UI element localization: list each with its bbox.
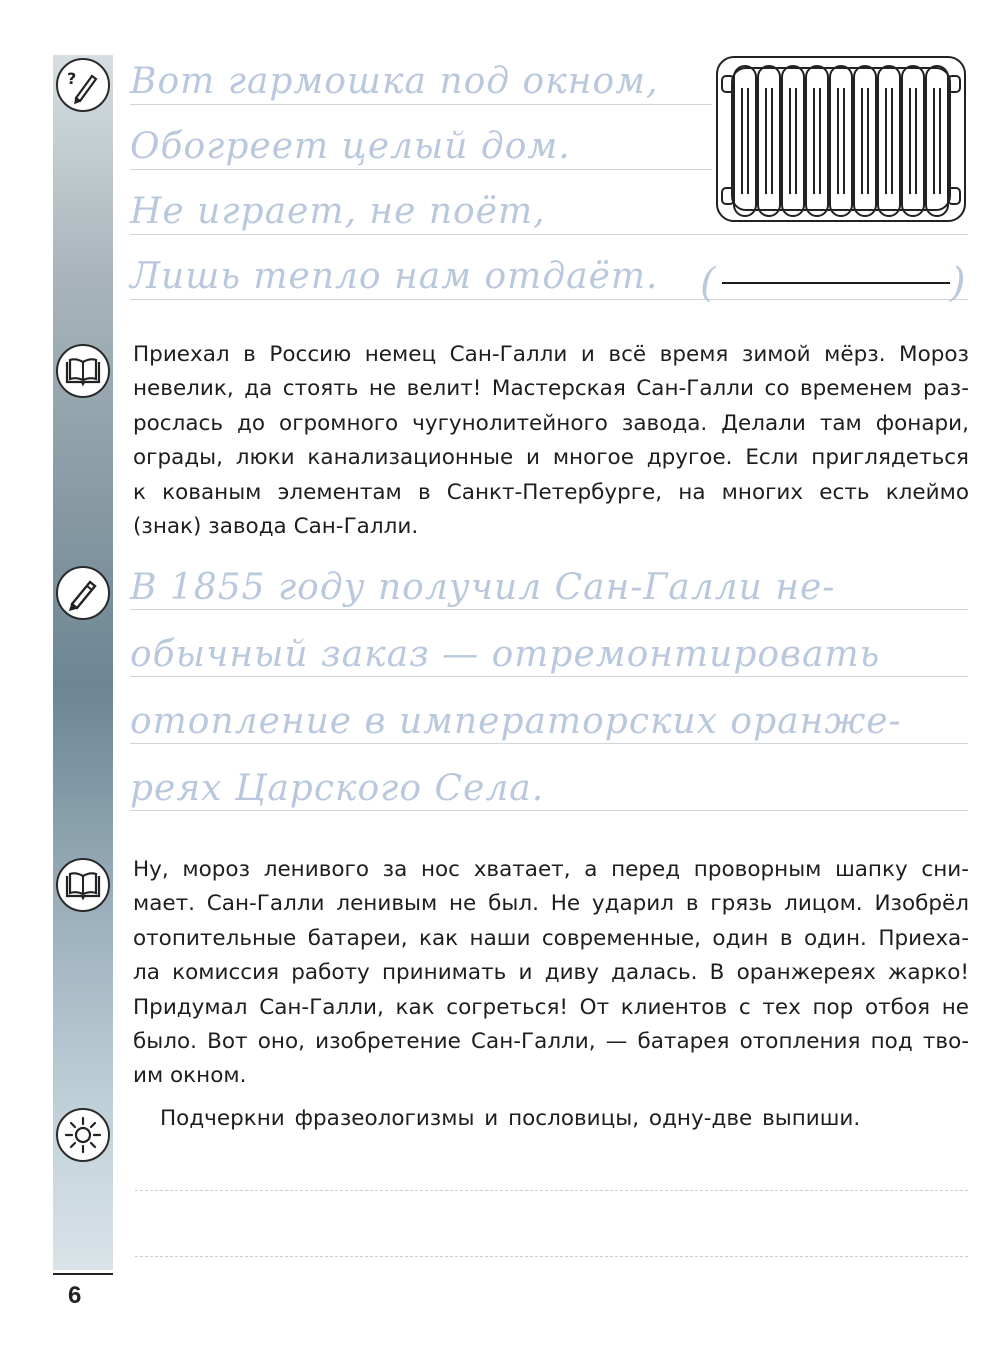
pen-icon — [56, 566, 110, 620]
task-instruction: Подчеркни фразеологизмы и пословицы, одну-две выпиши. — [160, 1106, 861, 1131]
poem-line-4: Лишь тепло нам отдаёт. — [130, 256, 659, 297]
answer-paren-close: ) — [950, 260, 966, 306]
copy-line-2: обычный заказ — отремонтировать — [130, 634, 881, 675]
copy-line-1: В 1855 году получил Сан-Галли не- — [130, 567, 836, 608]
sidebar-strip — [53, 55, 113, 1270]
writing-rule — [130, 104, 712, 105]
poem-line-3: Не играет, не поёт, — [130, 191, 546, 232]
paragraph-line: ограды, люки канализационные и многое другое. Если приглядеться — [133, 445, 969, 471]
answer-line[interactable] — [135, 1256, 968, 1257]
sun-icon — [56, 1108, 110, 1162]
svg-text:?: ? — [67, 69, 77, 88]
paragraph-line: Ну, мороз ленивого за нос хватает, а перед проворным шапку сни- — [133, 857, 969, 882]
book-icon — [56, 858, 110, 912]
reading-paragraph-1 — [133, 338, 969, 544]
paragraph-line: ла комиссия работу принимать и диву далась. В оранжереях жарко! — [133, 960, 969, 986]
poem-line-1: Вот гармошка под окном, — [130, 61, 659, 102]
riddle-answer-blank[interactable] — [722, 282, 950, 284]
paragraph-line: было. Вот оно, изобретение Сан-Галли, — батарея отопления под тво- — [133, 1029, 969, 1055]
page-number: 6 — [68, 1282, 82, 1309]
writing-rule — [130, 234, 968, 235]
question-pen-icon — [56, 58, 110, 112]
paragraph-line: Придумал Сан-Галли, как согреться! От клиентов с тех пор отбоя не — [133, 994, 969, 1020]
paragraph-line: отопительные батареи, как наши современные, один в один. Приеха- — [133, 925, 969, 951]
reading-paragraph-2 — [133, 853, 969, 1094]
book-icon — [56, 344, 110, 398]
writing-rule — [130, 169, 712, 170]
paragraph-line: (знак) завода Сан-Галли. — [133, 514, 419, 540]
copy-line-4: реях Царского Села. — [130, 768, 545, 809]
paragraph-line: невелик, да стоять не велит! Мастерская Сан-Галли со временем раз- — [133, 376, 969, 402]
radiator-drawing — [718, 58, 968, 224]
paragraph-line: мает. Сан-Галли ленивым не был. Не ударил в грязь лицом. Изобрёл — [133, 891, 969, 917]
paragraph-line: рослась до огромного чугунолитейного завода. Делали там фонари, — [133, 410, 969, 436]
paragraph-line: им окном. — [133, 1063, 247, 1089]
radiator-illustration — [716, 56, 966, 222]
answer-line[interactable] — [135, 1190, 968, 1191]
copy-line-3: отопление в императорских оранже- — [130, 701, 902, 742]
page-number-rule — [53, 1273, 113, 1275]
paragraph-line: к кованым элементам в Санкт-Петербурге, на многих есть клеймо — [133, 479, 969, 505]
answer-paren-open: ( — [700, 260, 716, 306]
writing-rule — [130, 299, 968, 300]
poem-line-2: Обогреет целый дом. — [130, 126, 571, 167]
paragraph-line: Приехал в Россию немец Сан-Галли и всё время зимой мёрз. Мороз — [133, 342, 969, 367]
